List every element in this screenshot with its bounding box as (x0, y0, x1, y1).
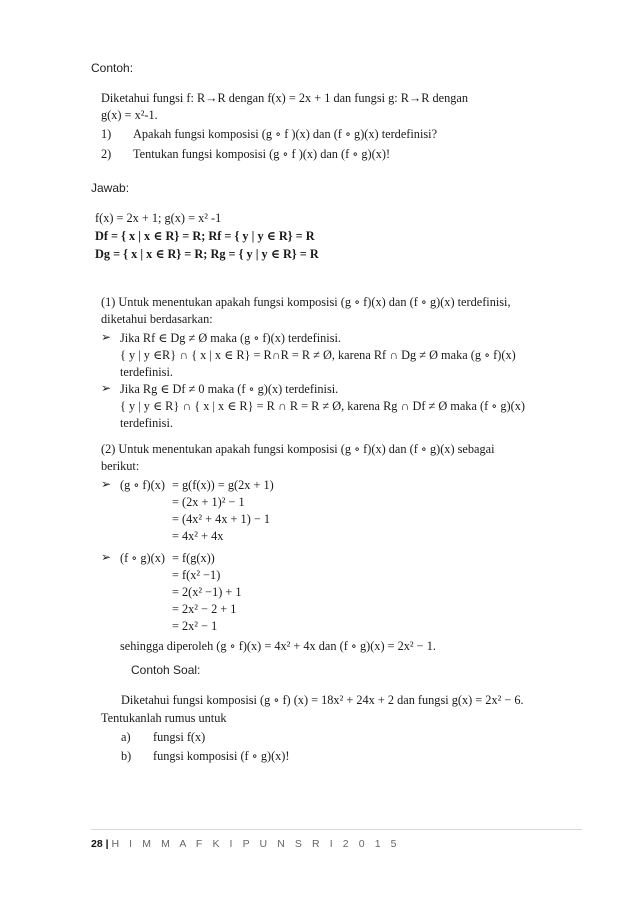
gof-step-4: = 4x² + 4x (172, 529, 224, 543)
exercise-line-1: Diketahui fungsi komposisi (g ∘ f) (x) = 18x² + 24x + 2 dan fungsi g(x) = 2x² − 6. (121, 693, 524, 707)
page-number: 28 (91, 838, 103, 850)
footer-divider (91, 829, 582, 830)
fog-step-1: = f(g(x)) (172, 551, 215, 565)
gof-step-1: = g(f(x)) = g(2x + 1) (172, 478, 274, 492)
bullet-arrow-icon: ➢ (101, 330, 112, 344)
part2-intro-2: berikut: (101, 459, 140, 473)
fog-step-5: = 2x² − 1 (172, 619, 218, 633)
def-line-3: Dg = { x | x ∈ R} = R; Rg = { y | y ∈ R} = R (95, 247, 319, 261)
part2-intro-1: (2) Untuk menentukan apakah fungsi komposisi (g ∘ f)(x) dan (f ∘ g)(x) sebagai (101, 442, 495, 456)
gof-lhs: (g ∘ f)(x) (120, 478, 165, 492)
exercise-item-b-text: fungsi komposisi (f ∘ g)(x)! (153, 749, 290, 763)
part1-bullet2-line: { y | y ∈ R} ∩ { x | x ∈ R} = R ∩ R = R ≠ Ø, karena Rg ∩ Df ≠ Ø maka (f ∘ g)(x) (120, 399, 525, 413)
fog-step-2: = f(x² −1) (172, 568, 221, 582)
part1-bullet2-end: terdefinisi. (120, 416, 173, 430)
footer-separator: | (105, 838, 109, 850)
fog-step-4: = 2x² − 2 + 1 (172, 602, 237, 616)
part1-bullet1-end: terdefinisi. (120, 365, 173, 379)
example-line-2: g(x) = x²-1. (101, 108, 158, 122)
example-item-2-num: 2) (101, 147, 112, 161)
footer (91, 838, 400, 850)
example-item-2-text: Tentukan fungsi komposisi (g ∘ f )(x) dan (f ∘ g)(x)! (133, 147, 391, 161)
def-line-2: Df = { x | x ∈ R} = R; Rf = { y | y ∈ R} = R (95, 229, 315, 243)
example-line-1: Diketahui fungsi f: R→R dengan f(x) = 2x + 1 dan fungsi g: R→R dengan (101, 91, 469, 105)
part1-bullet1-head: Jika Rf ∈ Dg ≠ Ø maka (g ∘ f)(x) terdefinisi. (120, 331, 341, 345)
bullet-arrow-icon: ➢ (101, 477, 112, 491)
part1-intro-1: (1) Untuk menentukan apakah fungsi komposisi (g ∘ f)(x) dan (f ∘ g)(x) terdefinisi, (101, 295, 511, 309)
example-item-1-text: Apakah fungsi komposisi (g ∘ f )(x) dan (f ∘ g)(x) terdefinisi? (133, 127, 438, 141)
part1-bullet2-head: Jika Rg ∈ Df ≠ 0 maka (f ∘ g)(x) terdefinisi. (120, 382, 339, 396)
part2-conclusion: sehingga diperoleh (g ∘ f)(x) = 4x² + 4x dan (f ∘ g)(x) = 2x² − 1. (120, 639, 436, 653)
exercise-item-a-num: a) (121, 730, 131, 744)
bullet-arrow-icon: ➢ (101, 550, 112, 564)
bullet-arrow-icon: ➢ (101, 381, 112, 395)
label-contoh-soal: Contoh Soal: (131, 663, 201, 677)
label-contoh: Contoh: (91, 61, 134, 75)
part1-bullet1-line: { y | y ∈R} ∩ { x | x ∈ R} = R∩R = R ≠ Ø, karena Rf ∩ Dg ≠ Ø maka (g ∘ f)(x) (120, 348, 516, 362)
footer-organization: H I M M A F K I P U N S R I 2 0 1 5 (111, 838, 401, 850)
exercise-item-a-text: fungsi f(x) (153, 730, 206, 744)
example-item-1-num: 1) (101, 127, 112, 141)
gof-step-3: = (4x² + 4x + 1) − 1 (172, 512, 271, 526)
def-line-1: f(x) = 2x + 1; g(x) = x² -1 (95, 211, 222, 225)
fog-step-3: = 2(x² −1) + 1 (172, 585, 242, 599)
gof-step-2: = (2x + 1)² − 1 (172, 495, 245, 509)
part1-intro-2: diketahui berdasarkan: (101, 312, 213, 326)
exercise-line-2: Tentukanlah rumus untuk (101, 711, 227, 725)
exercise-item-b-num: b) (121, 749, 132, 763)
label-jawab: Jawab: (91, 181, 130, 195)
fog-lhs: (f ∘ g)(x) (120, 551, 165, 565)
